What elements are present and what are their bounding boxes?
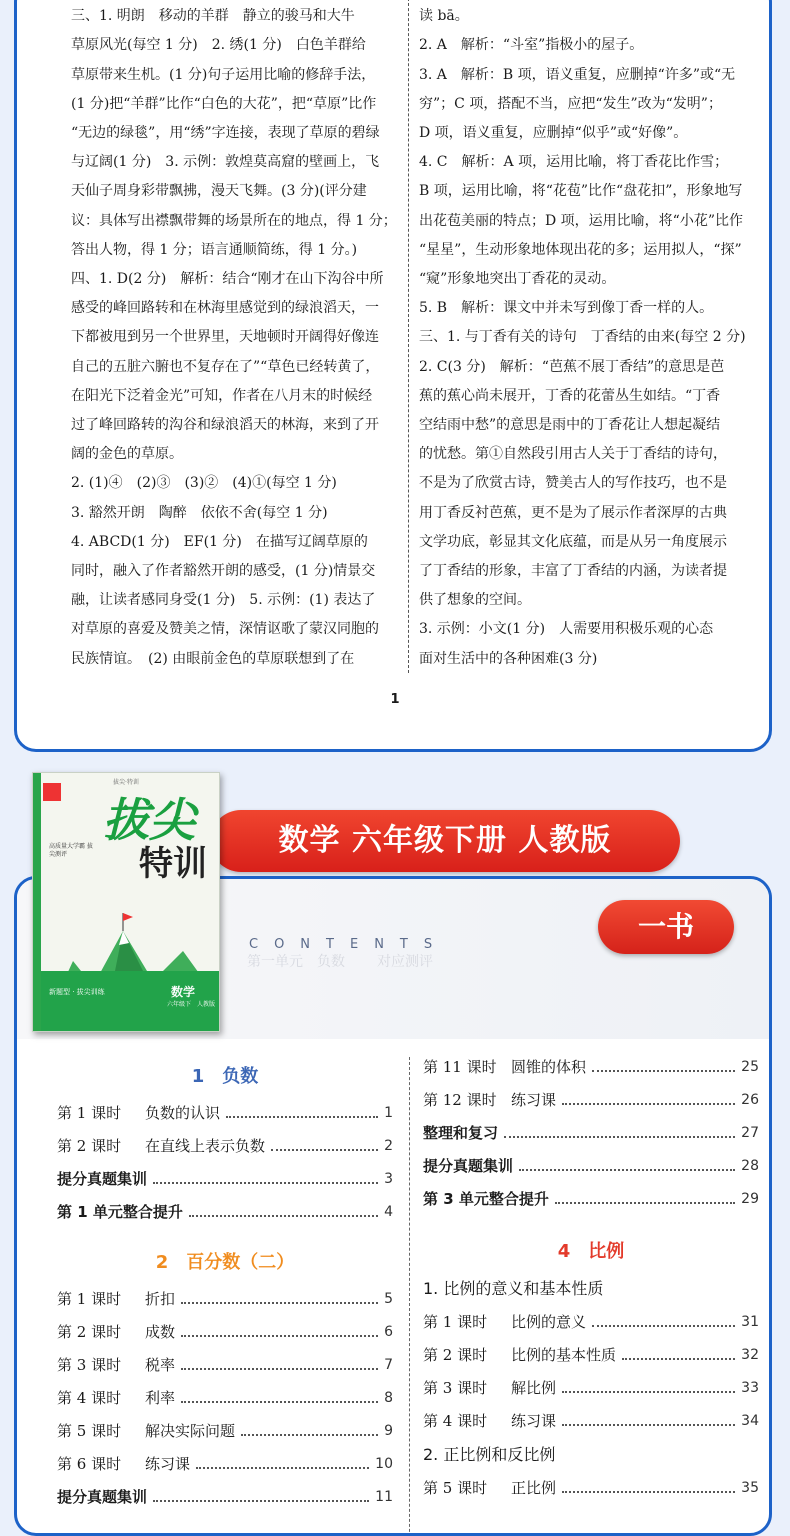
- answer-line: 答出人物，得 1 分；语言通顺简练，得 1 分。): [71, 241, 358, 258]
- toc-leader-dots: [153, 1182, 378, 1184]
- toc-lesson-number: 第 4 课时: [423, 1412, 488, 1430]
- toc-entry[interactable]: [423, 1183, 759, 1216]
- toc-page-number: 3: [384, 1171, 393, 1187]
- answer-line: 对草原的喜爱及赞美之情，深情讴歌了蒙汉同胞的: [71, 621, 379, 638]
- toc-entry-title: 圆锥的体积: [511, 1058, 587, 1076]
- toc-lesson-number: 第 11 课时: [423, 1058, 497, 1076]
- toc-entry[interactable]: [57, 1283, 393, 1316]
- page-number: 1: [390, 692, 400, 707]
- answer-line: 同时，融入了作者豁然开朗的感受，(1 分)情景交: [71, 563, 376, 580]
- toc-page-number: 34: [741, 1413, 759, 1429]
- toc-divider: [409, 1057, 410, 1536]
- toc-lesson-number: 第 1 课时: [57, 1104, 122, 1122]
- contents-badge-label: 一书: [637, 910, 694, 943]
- answer-key-panel: [14, 0, 772, 752]
- toc-leader-dots: [181, 1401, 378, 1403]
- answer-line: 3. 豁然开朗 陶醉 依依不舍(每空 1 分): [71, 504, 328, 521]
- toc-lesson-number: 第 1 课时: [57, 1290, 122, 1308]
- contents-label: CONTENTS: [249, 937, 449, 952]
- toc-entry-title: 正比例: [511, 1479, 557, 1497]
- toc-page-number: 7: [384, 1357, 393, 1373]
- answer-line: 用丁香反衬芭蕉，更不是为了展示作者深厚的古典: [419, 504, 727, 521]
- answer-line: 议：具体写出襟飘带舞的场景所在的地点，得 1 分；: [71, 212, 397, 229]
- toc-entry-title: 提分真题集训: [57, 1488, 148, 1506]
- toc-leader-dots: [562, 1424, 735, 1426]
- unit-2-title: 2 百分数（二）: [155, 1252, 295, 1273]
- toc-leader-dots: [181, 1368, 378, 1370]
- toc-entry-title: 折扣: [145, 1290, 176, 1308]
- answer-line: 空结雨中愁”的意思是雨中的丁香花让人想起凝结: [419, 417, 721, 434]
- answer-line: 3. A 解析：B 项，语义重复，应删掉“许多”或“无: [419, 66, 736, 83]
- toc-entry[interactable]: [423, 1405, 759, 1438]
- toc-entry[interactable]: [57, 1481, 393, 1514]
- toc-entry[interactable]: [57, 1130, 393, 1163]
- ghost-text-left: 第一单元 负数: [247, 954, 345, 970]
- toc-entry-title: 解决实际问题: [145, 1422, 236, 1440]
- toc-leader-dots: [226, 1116, 378, 1118]
- answer-column-right: [419, 0, 749, 674]
- toc-page-number: 33: [741, 1380, 759, 1396]
- toc-entry[interactable]: [423, 1117, 759, 1150]
- toc-lesson-number: 第 3 课时: [57, 1356, 122, 1374]
- toc-entry[interactable]: [423, 1372, 759, 1405]
- answer-line: 草原风光(每空 1 分) 2. 绣(1 分) 白色羊群给: [71, 37, 366, 54]
- toc-entry-title: 整理和复习: [423, 1124, 499, 1142]
- toc-entry[interactable]: [423, 1150, 759, 1183]
- toc-entry[interactable]: [423, 1051, 759, 1084]
- toc-leader-dots: [189, 1215, 378, 1217]
- toc-lesson-number: 第 6 课时: [57, 1455, 122, 1473]
- toc-entry-title: 比例的意义: [511, 1313, 587, 1331]
- toc-entry[interactable]: [423, 1339, 759, 1372]
- toc-page-number: 4: [384, 1204, 393, 1220]
- toc-page-number: 5: [384, 1291, 393, 1307]
- toc-lesson-number: 第 2 课时: [57, 1137, 122, 1155]
- toc-entry[interactable]: [57, 1097, 393, 1130]
- toc-lesson-number: 第 5 课时: [57, 1422, 122, 1440]
- toc-lesson-number: 第 5 课时: [423, 1479, 488, 1497]
- toc-page-number: 32: [741, 1347, 759, 1363]
- book-grade: 六年级下 人教版: [167, 1001, 216, 1008]
- answer-line: “星星”，生动形象地体现出花的多；运用拟人，“探”: [419, 241, 742, 258]
- toc-entry-title: 解比例: [511, 1379, 557, 1397]
- toc-page-number: 29: [741, 1191, 759, 1207]
- toc-entry[interactable]: [57, 1415, 393, 1448]
- toc-page-number: 8: [384, 1390, 393, 1406]
- book-slogan: 新题型 · 拔尖训练: [49, 988, 105, 996]
- ghost-text-right: 对应测评: [377, 954, 433, 970]
- answer-line: 文学功底，彰显其文化底蕴，而是从另一角度展示: [419, 533, 727, 550]
- answer-line: 了丁香结的形象，丰富了丁香结的内涵，为读者提: [419, 563, 727, 580]
- answer-line: 四、1. D(2 分) 解析：结合“刚才在山下沟谷中所: [71, 271, 384, 288]
- answer-column-left: [71, 0, 397, 674]
- toc-leader-dots: [241, 1434, 378, 1436]
- book-subject: 数学: [171, 985, 196, 999]
- toc-leader-dots: [622, 1358, 735, 1360]
- toc-page-number: 9: [384, 1423, 393, 1439]
- toc-leader-dots: [504, 1136, 735, 1138]
- toc-entry[interactable]: [57, 1382, 393, 1415]
- book-cover: [32, 772, 220, 1032]
- toc-entry-title: 税率: [145, 1356, 176, 1374]
- toc-leader-dots: [592, 1070, 735, 1072]
- toc-entry[interactable]: [57, 1448, 393, 1481]
- toc-entry[interactable]: [57, 1196, 393, 1229]
- answer-line: 阔的金色的草原。: [71, 446, 183, 463]
- toc-lesson-number: 第 3 课时: [423, 1379, 488, 1397]
- answer-line: B 项，运用比喻，将“花苞”比作“盘花扣”，形象地写: [419, 183, 743, 200]
- answer-line: 4. ABCD(1 分) EF(1 分) 在描写辽阔草原的: [71, 533, 368, 550]
- answer-line: 与辽阔(1 分) 3. 示例：敦煌莫高窟的壁画上，飞: [71, 154, 380, 171]
- banner-title: 数学 六年级下册 人教版: [278, 823, 612, 858]
- answer-line: 民族情谊。 (2) 由眼前金色的草原联想到了在: [71, 650, 355, 667]
- answer-line: 2. C(3 分) 解析：“芭蕉不展丁香结”的意思是芭: [419, 358, 725, 375]
- book-top-text: 拔尖·特训: [113, 779, 139, 786]
- answer-line: 2. (1)④ (2)③ (3)② (4)①(每空 1 分): [71, 475, 337, 492]
- answer-line: 2. A 解析：“斗室”指极小的屋子。: [419, 37, 644, 54]
- answer-line: 蕉的蕉心尚未展开，丁香的花蕾丛生如结。“丁香: [419, 387, 721, 404]
- toc-page-number: 2: [384, 1138, 393, 1154]
- toc-leader-dots: [562, 1491, 735, 1493]
- toc-page-number: 35: [741, 1480, 759, 1496]
- answer-line: 过了峰回路转的沟谷和绿浪滔天的林海，来到了开: [71, 417, 379, 434]
- toc-page-number: 31: [741, 1314, 759, 1330]
- answer-line: 4. C 解析：A 项，运用比喻，将丁香花比作雪；: [419, 154, 729, 171]
- toc-lesson-number: 第 1 课时: [423, 1313, 488, 1331]
- answer-line: 在阳光下泛着金光”可知，作者在八月末的时候经: [71, 387, 373, 404]
- toc-leader-dots: [181, 1302, 378, 1304]
- toc-page-number: 28: [741, 1158, 759, 1174]
- answer-line: 5. B 解析：课文中并未写到像丁香一样的人。: [419, 300, 714, 317]
- answer-line: 读 bā。: [419, 8, 469, 25]
- toc-entry-title: 第 1 单元整合提升: [57, 1203, 183, 1221]
- toc-lesson-number: 第 2 课时: [423, 1346, 488, 1364]
- toc-leader-dots: [562, 1103, 735, 1105]
- toc-page-number: 10: [375, 1456, 393, 1472]
- answer-line: D 项，语义重复，应删掉“似乎”或“好像”。: [419, 125, 688, 142]
- toc-entry[interactable]: [57, 1163, 393, 1196]
- answer-line: 天仙子周身彩带飘拂，漫天飞舞。(3 分)(评分建: [71, 183, 367, 200]
- answer-line: 供了想象的空间。: [419, 592, 531, 609]
- toc-entry-title: 提分真题集训: [57, 1170, 148, 1188]
- toc-entry[interactable]: [423, 1084, 759, 1117]
- toc-lesson-number: 第 4 课时: [57, 1389, 122, 1407]
- toc-page-number: 6: [384, 1324, 393, 1340]
- toc-page-number: 11: [375, 1489, 393, 1505]
- toc-lesson-number: 第 12 课时: [423, 1091, 497, 1109]
- answer-line: 面对生活中的各种困难(3 分): [419, 650, 598, 667]
- toc-leader-dots: [555, 1202, 735, 1204]
- section-title-direct-inverse: 2. 正比例和反比例: [423, 1445, 556, 1464]
- unit-4-title: 4 比例: [557, 1241, 625, 1262]
- toc-leader-dots: [592, 1325, 735, 1327]
- toc-entry[interactable]: [57, 1349, 393, 1382]
- answer-line: 自己的五脏六腑也不复存在了”“草色已经转黄了，: [71, 358, 380, 375]
- toc-leader-dots: [271, 1149, 378, 1151]
- toc-entry-title: 练习课: [145, 1455, 191, 1473]
- toc-entry-title: 比例的基本性质: [511, 1346, 617, 1364]
- answer-line: 不是为了欣赏古诗，赞美古人的写作技巧，也不是: [419, 475, 727, 492]
- toc-page-number: 25: [741, 1059, 759, 1075]
- toc-lesson-number: 第 2 课时: [57, 1323, 122, 1341]
- book-brand-line2: 特训: [139, 844, 207, 884]
- answer-line: 下都被甩到另一个世界里，天地顿时开阔得好像连: [71, 329, 379, 346]
- section-title-proportion-basics: 1. 比例的意义和基本性质: [423, 1279, 604, 1298]
- toc-left-column: [57, 1057, 393, 1514]
- toc-leader-dots: [196, 1467, 369, 1469]
- toc-leader-dots: [562, 1391, 735, 1393]
- grade-banner: [210, 810, 680, 872]
- toc-entry-title: 练习课: [511, 1091, 557, 1109]
- toc-entry-title: 成数: [145, 1323, 176, 1341]
- answer-line: (1 分)把“羊群”比作“白色的大花”，把“草原”比作: [71, 95, 377, 112]
- toc-leader-dots: [181, 1335, 378, 1337]
- answer-line: 融，让读者感同身受(1 分) 5. 示例：(1) 表达了: [71, 592, 376, 609]
- toc-entry-title: 第 3 单元整合提升: [423, 1190, 549, 1208]
- book-mini-text: 高质量大学霸 拔尖测评: [49, 843, 93, 858]
- toc-entry-title: 利率: [145, 1389, 176, 1407]
- toc-entry-title: 负数的认识: [145, 1104, 221, 1122]
- toc-right-column: [423, 1051, 759, 1505]
- toc-leader-dots: [519, 1169, 735, 1171]
- toc-page-number: 26: [741, 1092, 759, 1108]
- contents-badge: [598, 900, 734, 954]
- book-brand-line1: 拔尖: [103, 793, 195, 847]
- toc-entry-title: 练习课: [511, 1412, 557, 1430]
- book-badge-icon: [43, 783, 61, 801]
- answer-line: 穷”；C 项，搭配不当，应把“发生”改为“发明”；: [419, 95, 722, 112]
- toc-entry-title: 提分真题集训: [423, 1157, 514, 1175]
- answer-line: 3. 示例：小文(1 分) 人需要用积极乐观的心态: [419, 621, 714, 638]
- toc-entry[interactable]: [57, 1316, 393, 1349]
- toc-entry-title: 在直线上表示负数: [145, 1137, 266, 1155]
- answer-line: 三、1. 明朗 移动的羊群 静立的骏马和大牛: [71, 8, 355, 25]
- toc-entry[interactable]: [423, 1306, 759, 1339]
- column-divider: [408, 0, 409, 673]
- answer-line: 出花苞美丽的特点；D 项，运用比喻，将“小花”比作: [419, 212, 743, 229]
- answer-line: 的忧愁。第①自然段引用古人关于丁香结的诗句，: [419, 446, 727, 463]
- answer-line: 三、1. 与丁香有关的诗句 丁香结的由来(每空 2 分): [419, 329, 746, 346]
- answer-line: 草原带来生机。(1 分)句子运用比喻的修辞手法，: [71, 66, 376, 83]
- toc-page-number: 27: [741, 1125, 759, 1141]
- answer-line: “窥”形象地突出丁香花的灵动。: [419, 271, 616, 288]
- answer-line: “无边的绿毯”，用“绣”字连接，表现了草原的碧绿: [71, 125, 380, 142]
- toc-entry[interactable]: [423, 1472, 759, 1505]
- unit-1-title: 1 负数: [191, 1066, 259, 1087]
- answer-line: 感受的峰回路转和在林海里感觉到的绿浪滔天，一: [71, 300, 379, 317]
- toc-page-number: 1: [384, 1105, 393, 1121]
